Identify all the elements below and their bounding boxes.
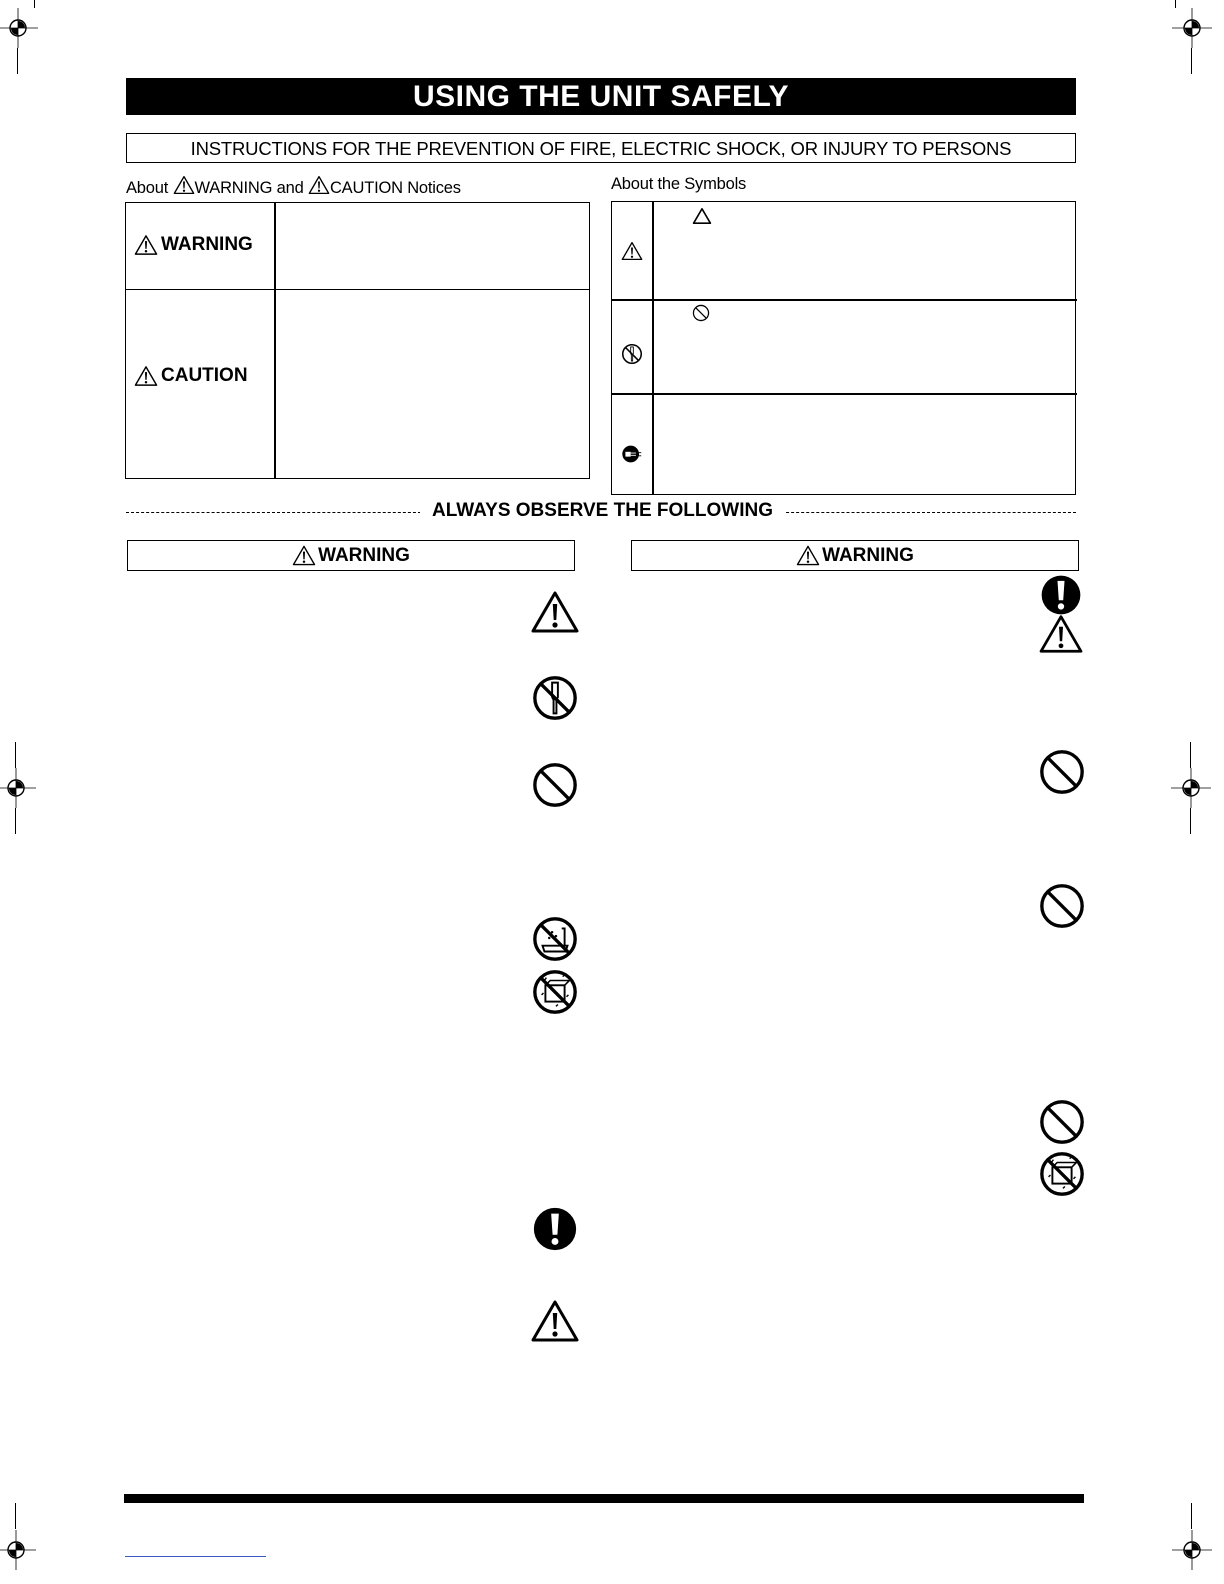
caution-triangle-icon <box>308 175 330 195</box>
about-notices-heading: About WARNING and CAUTION Notices <box>126 175 461 198</box>
caution-triangle-icon <box>530 590 580 634</box>
crop-line <box>15 742 16 768</box>
about-symbols-heading: About the Symbols <box>611 175 747 193</box>
footer-link-underline <box>125 1556 266 1557</box>
footer-bar <box>124 1494 1084 1503</box>
do-not-disassemble-icon <box>621 343 643 365</box>
table-row-divider <box>612 393 1077 395</box>
crop-line <box>1175 0 1176 8</box>
crop-line <box>1191 1503 1192 1529</box>
crop-line <box>1190 742 1191 768</box>
prohibited-icon <box>692 304 710 322</box>
unplug-icon <box>621 443 643 465</box>
warning-notice-label: WARNING <box>134 234 253 256</box>
registration-mark-middle-left <box>0 768 36 808</box>
page-title: USING THE UNIT SAFELY <box>126 78 1076 115</box>
crop-line <box>17 48 18 74</box>
warning-triangle-icon <box>796 545 820 566</box>
right-warning-header: WARNING <box>631 540 1079 571</box>
prohibited-icon <box>1038 882 1086 930</box>
caution-notice-label: CAUTION <box>134 365 248 387</box>
table-divider <box>652 202 654 494</box>
symbols-table <box>611 201 1076 495</box>
notice-row-warning <box>126 203 589 290</box>
caution-triangle-icon <box>621 240 643 262</box>
crop-line <box>15 808 16 834</box>
observe-divider <box>126 500 1076 521</box>
registration-mark-top-right <box>1172 8 1212 48</box>
prohibited-icon <box>531 761 579 809</box>
observe-heading: ALWAYS OBSERVE THE FOLLOWING <box>420 500 785 522</box>
registration-mark-bottom-right <box>1172 1530 1212 1570</box>
left-warning-header: WARNING <box>127 540 575 571</box>
crop-line <box>15 1503 16 1529</box>
do-not-disassemble-icon <box>531 674 579 722</box>
warning-triangle-icon <box>292 545 316 566</box>
warning-triangle-icon <box>173 175 195 195</box>
triangle-outline-icon <box>692 207 712 225</box>
caution-triangle-icon <box>530 1299 580 1343</box>
mandatory-action-icon <box>531 1205 579 1253</box>
crop-line <box>1190 808 1191 834</box>
registration-mark-top-left <box>0 8 38 48</box>
prohibited-icon <box>1038 748 1086 796</box>
instructions-subtitle: INSTRUCTIONS FOR THE PREVENTION OF FIRE, ELECTRIC SHOCK, OR INJURY TO PERSONS <box>126 133 1076 163</box>
notice-table <box>125 202 590 479</box>
no-liquid-icon <box>1038 1150 1086 1198</box>
crop-line <box>1191 48 1192 74</box>
caution-triangle-icon <box>1038 614 1084 654</box>
registration-mark-bottom-left <box>0 1530 36 1570</box>
table-divider <box>274 203 276 478</box>
prohibited-icon <box>1038 1098 1086 1146</box>
no-water-bath-icon <box>531 915 579 963</box>
mandatory-action-icon <box>1039 573 1083 617</box>
table-row-divider <box>612 299 1077 301</box>
registration-mark-middle-right <box>1171 768 1211 808</box>
no-liquid-icon <box>531 968 579 1016</box>
notice-row-caution <box>126 290 589 478</box>
crop-line <box>34 0 35 8</box>
warning-triangle-icon <box>134 234 158 256</box>
caution-triangle-icon <box>134 365 158 387</box>
